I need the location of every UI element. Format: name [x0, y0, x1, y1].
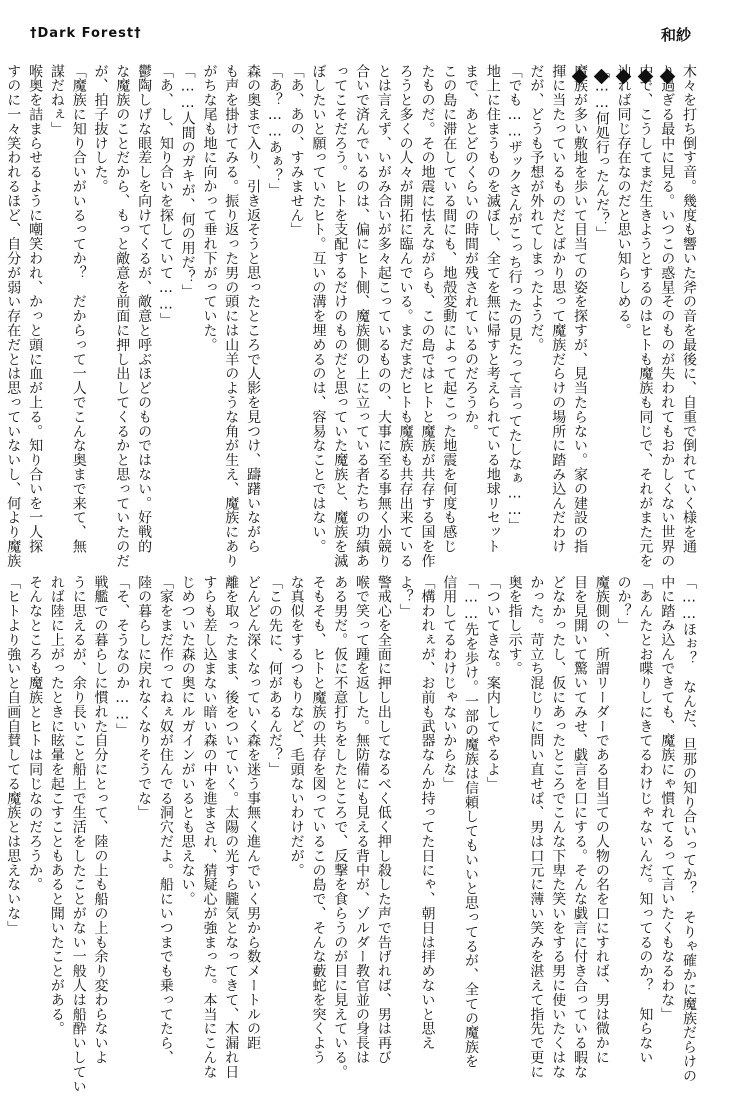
text-column: ろうと多くの人々が開拓に臨んでいる。まだまだヒトも魔族も共存出来ている: [397, 64, 414, 568]
text-column: な真似をするつもりなど、毛頭ないわけだが。: [288, 575, 305, 878]
text-column: 「そ、そうなのか……」: [114, 575, 131, 738]
text-column: 奥を指し示す。: [506, 575, 523, 676]
text-column: どんどん深くなっていく森を迷う事無く進んでいく男から数メートルの距: [245, 575, 262, 1051]
text-column: 「ヒトより強いと自画自賛してる魔族とは思えないな」: [5, 575, 22, 935]
text-column: まで、あとどのくらいの時間が残されているのだろうか。: [463, 64, 480, 439]
text-column: のか？」: [615, 575, 632, 633]
text-column: 「あ、し、知り合いを探していて……」: [157, 64, 174, 328]
text-column: [0, 575, 2, 1065]
lower-text-block: [5, 575, 699, 1094]
text-column: 魔族側の、所謂リーダーである目当ての人物の名を口にすれば、男は微かに: [593, 575, 610, 1065]
text-column: 「あんたとお喋りしにきてるわけじゃないんだ。知ってるのか？ 知らない: [637, 575, 654, 1065]
text-column: 「……何処行ったんだ？」: [593, 64, 610, 241]
text-column: 謀だねぇ」: [48, 64, 65, 136]
text-column: な魔族のことだから、もっと敵意を前面に押し出してくるかと思っていたのだ: [114, 64, 131, 568]
text-column: 「魔族に知り合いがいるってか？ だからって一人でこんな奥まで来て、無: [70, 64, 87, 554]
text-column: すらも差し込まない暗い森の中を進まされ、猜疑心が強まった。本当にこんな: [201, 575, 218, 1079]
text-column: そんなところも魔族とヒトは同じなのだろうか。: [27, 575, 44, 892]
text-column: ってこそだろう。ヒトを支配するだけのものだと思っていた魔族と、魔族を滅: [332, 64, 349, 568]
text-column: 中で、こうしてまだ生きようとするのはヒトも魔族も同じで、それがまた元を: [637, 64, 654, 568]
text-column: 魔族が多い敷地を歩いて目当ての姿を探すが、見当たらない。家の建設の指: [572, 64, 589, 554]
text-column: 喉で笑って踵を返した。無防備にも見える背中が、ゾルダー教官並の身長は: [354, 575, 371, 1065]
text-column: ぼしたいと願っていたヒト。互いの溝を埋めるのは、容易なことではない。: [310, 64, 327, 554]
text-column: すのに一々笑われるほど、自分が弱い存在だとは思っていないし、何より魔族: [5, 64, 22, 568]
text-column: 目を見開いて驚いてみせ、戯言を口にする。そんな戯言に付き合っている暇な: [572, 575, 589, 1079]
text-column: うに思えるが、余り長いこと船上で生活をしたことがない一般人は船酔いしてい: [70, 575, 87, 1094]
text-column: 戦艦での暮らしに慣れた自分にとって、陸の上も船の上も余り変わらないよ: [92, 575, 109, 1065]
text-column: 揮に当たっているものだとばかり思って魔族だらけの場所に踏み込んだわけ: [550, 64, 567, 554]
text-column: 森の奥まで入り、引き返そうと思ったところで人影を見つけ、躊躇いながら: [245, 64, 262, 554]
upper-text-block: [5, 64, 699, 568]
text-column: 「あ、あの、すみません」: [288, 64, 305, 237]
text-column: 「家をまだ作ってねぇ奴が住んでる洞穴だよ。船にいつまでも乗ってたら、: [157, 575, 174, 1065]
text-column: [0, 64, 2, 542]
text-column: も声を掛けてみる。振り返った男の頭には山羊のような角が生え、魔族にあり: [223, 64, 240, 568]
text-column: がちな尾も地に向かって垂れ下がっていた。: [201, 64, 218, 352]
text-column: 「……ほぉ？ なんだ、旦那の知り合いってか？ そりゃ確かに魔族だらけの: [681, 575, 697, 1083]
text-column: 「構われぇが、お前も武器なんか持ってた日にゃ、朝日は拝めないと思え: [419, 575, 436, 1051]
text-column: じめついた森の奥にルガインがいるとも思えない。: [179, 575, 196, 907]
text-column: 地上に住まうものを滅ぼし、全てを無に帰すと考えられている地球リセット: [484, 64, 501, 554]
text-column: 木々を打ち倒す音。幾度も響いた斧の音を最後に、自重で倒れていく様を通: [681, 64, 697, 554]
text-column: 陸の暮らしに戻れなくなりそうでな」: [136, 575, 153, 820]
author-name: 和紗: [660, 26, 691, 44]
text-column: とは言えず、いがみ合いが多々起こっているものの、大事に至る事無く小競り: [375, 64, 392, 568]
series-title: †Dark Forest†: [30, 26, 142, 41]
text-column: たものだ。その地震に怯えながらも、この島ではヒトと魔族が共存する国を作: [419, 64, 436, 568]
text-column: この島に滞在している間にも、地殻変動によって起こった地震を何度も感じ: [441, 64, 458, 554]
text-column: 「ついてきな。案内してやるよ」: [484, 575, 501, 791]
text-column: 警戒心を全面に押し出してなるべく低く押し殺した声で告げれば、男は再び: [375, 575, 392, 1065]
text-column: よ？」: [397, 575, 414, 619]
text-column: 合いで済んでいるのは、偏にヒト側、魔族側の上に立っている者たちの功績あ: [354, 64, 371, 568]
text-column: が、拍子抜けした。: [92, 64, 109, 194]
text-column: 信用してるわけじゃないからな」: [441, 575, 458, 791]
text-column: 中に踏み込んできても、魔族にゃ慣れてるって言いたくもなるわな」: [659, 575, 676, 1022]
text-column: 「でも……ザックさんがこっち行ったの見たって言ってたしなぁ……」: [506, 64, 523, 533]
text-column: 「……人間のガキが、何の用だ？」: [179, 64, 196, 299]
text-column: り過ぎる最中に見る。いつこの惑星そのものが失われてもおかしくない世界の: [659, 64, 676, 568]
text-column: ある男だ。仮に不意打ちをしたところで、反撃を食らうのが目に見えている。: [332, 575, 349, 1079]
text-column: 離を取ったまま、後をついていく。太陽の光すら朧気となってきて、木漏れ日: [223, 575, 240, 1079]
text-column: 「あ？……あぁ？」: [266, 64, 283, 198]
text-column: かった。苛立ち混じりに問い直せば、男は口元に薄い笑みを湛えて指先で更に: [528, 575, 545, 1079]
text-column: 喉奥を詰まらせるように嘲笑われ、かっと頭に血が上る。知り合いを一人探: [27, 64, 44, 554]
text-column: 辿れば同じ存在なのだと思い知らしめる。: [615, 64, 632, 338]
text-column: 「この先に、何があるんだ？」: [266, 575, 283, 777]
text-column: どなかったし、仮にあったところでこんな下卑た笑いをする男に使いたくはな: [550, 575, 567, 1079]
text-column: だが、どうも予想が外れてしまったようだ。: [528, 64, 545, 352]
text-column: れば陸に上がったときに眩暈を起こすこともあると聞いたことがある。: [48, 575, 65, 1036]
text-column: 「……先を歩け。一部の魔族は信頼してもいいと思ってるが、全ての魔族を: [463, 575, 480, 1069]
text-column: 鬱陶しげな眼差しを向けてくるが、敵意と呼ぶほどのものではない。好戦的: [136, 64, 153, 554]
text-column: そもそも、ヒトと魔族の共存を図っているこの島で、そんな藪蛇を突くよう: [310, 575, 327, 1065]
